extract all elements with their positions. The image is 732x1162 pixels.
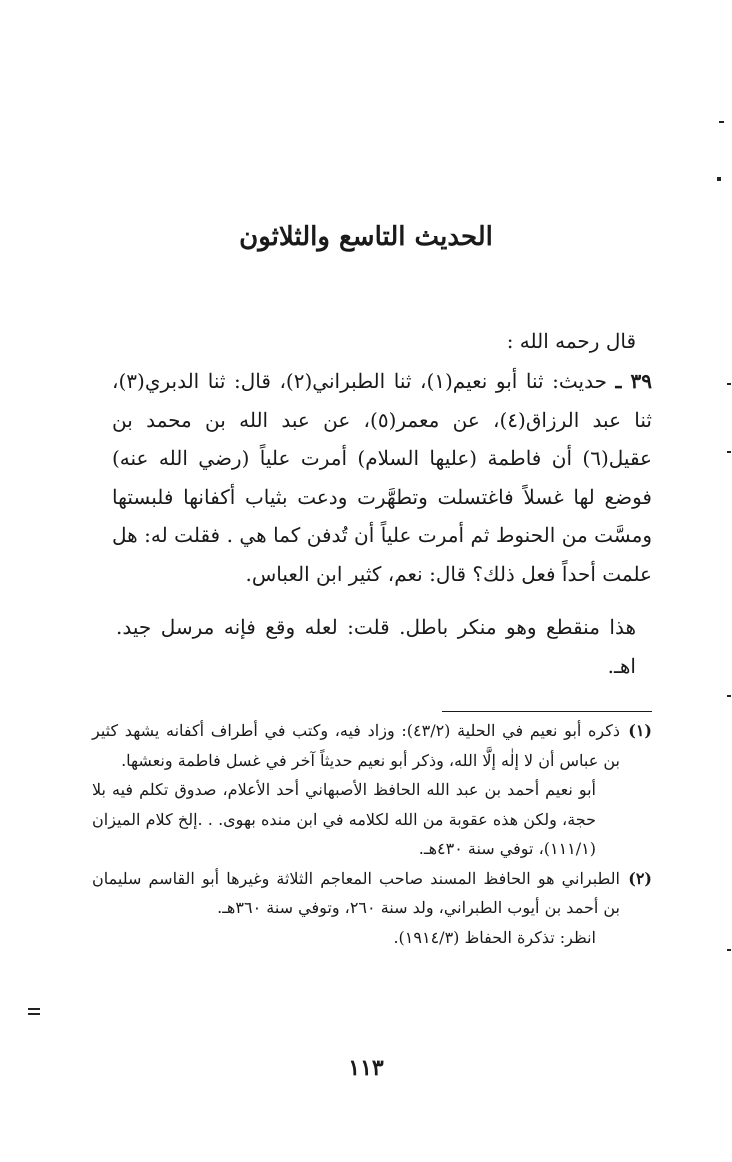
footnote-1-continuation: [92, 775, 652, 864]
footnote-paragraph: أبو نعيم أحمد بن عبد الله الحافظ الأصبهاني أحد الأعلام، صدوق تكلم فيه بلا حجة، ولكن هذه عقوبة من الله لكلامه في ابن منده بهوى. . .إلخ كلام الميزان (١١١/١)، توفي سنة ٤٣٠هـ.: [92, 780, 596, 858]
footnote-2: [92, 864, 652, 923]
page-number: ١١٣: [348, 1055, 384, 1081]
footnote-separator: [442, 711, 652, 712]
footnote-body: [92, 716, 620, 775]
footnote-body: [92, 864, 620, 923]
comment-text: هذا منقطع وهو منكر باطل. قلت: لعله وقع فإنه مرسل جيد. اهـ.: [116, 615, 636, 678]
margin-mark: [727, 949, 731, 951]
footnote-body: [92, 775, 608, 864]
margin-mark: [727, 695, 731, 697]
footnote-1: [92, 716, 652, 775]
footnotes: [92, 716, 652, 952]
margin-mark: [717, 177, 721, 181]
footnote-body: [92, 923, 608, 953]
hadith-number: ٣٩ ـ: [615, 369, 652, 393]
margin-mark: [719, 121, 724, 123]
author-comment: [116, 608, 636, 685]
margin-mark: [28, 1013, 40, 1015]
footnote-paragraph: الطبراني هو الحافظ المسند صاحب المعاجم الثلاثة وغيرها أبو القاسم سليمان بن أحمد بن أيوب الطبراني، ولد سنة ٢٦٠، وتوفي سنة ٣٦٠هـ.: [92, 868, 621, 917]
footnote-paragraph: انظر: تذكرة الحفاظ (١٩١٤/٣).: [393, 927, 596, 947]
footnote-number: (٢): [628, 868, 652, 888]
margin-mark: [727, 451, 731, 453]
footnote-2-continuation: [92, 923, 652, 953]
footnote-number: (١): [628, 721, 652, 740]
footnote-paragraph: ذكره أبو نعيم في الحلية (٤٣/٢): وزاد فيه، وكتب في أطراف أكفانه يشهد كثير بن عباس أن لا إلٰه إلَّا الله، وذكر أبو نعيم حديثاً آخر في غسل فاطمة ونعشها.: [92, 721, 620, 770]
hadith-text: حديث: ثنا أبو نعيم(١)، ثنا الطبراني(٢)، قال: ثنا الدبري(٣)، ثنا عبد الرزاق(٤)، عن معمر(٥)، عن عبد الله بن محمد بن عقيل(٦) أن فاطمة (عليها السلام) أمرت علياً (رضي الله عنه) فوضع لها غسلاً فاغتسلت وتطهَّرت ودعت بثياب أكفانها فلبستها ومسَّت من الحنوط ثم أمرت علياً أن تُدفن كما هي . فقلت له: هل علمت أحداً فعل ذلك؟ قال: نعم، كثير ابن العباس.: [112, 369, 652, 586]
margin-mark: [727, 383, 731, 385]
intro-line: قال رحمه الله :: [506, 329, 636, 353]
chapter-heading: الحديث التاسع والثلاثون: [239, 222, 493, 252]
margin-mark: [28, 1008, 40, 1010]
hadith-paragraph: [112, 362, 652, 593]
